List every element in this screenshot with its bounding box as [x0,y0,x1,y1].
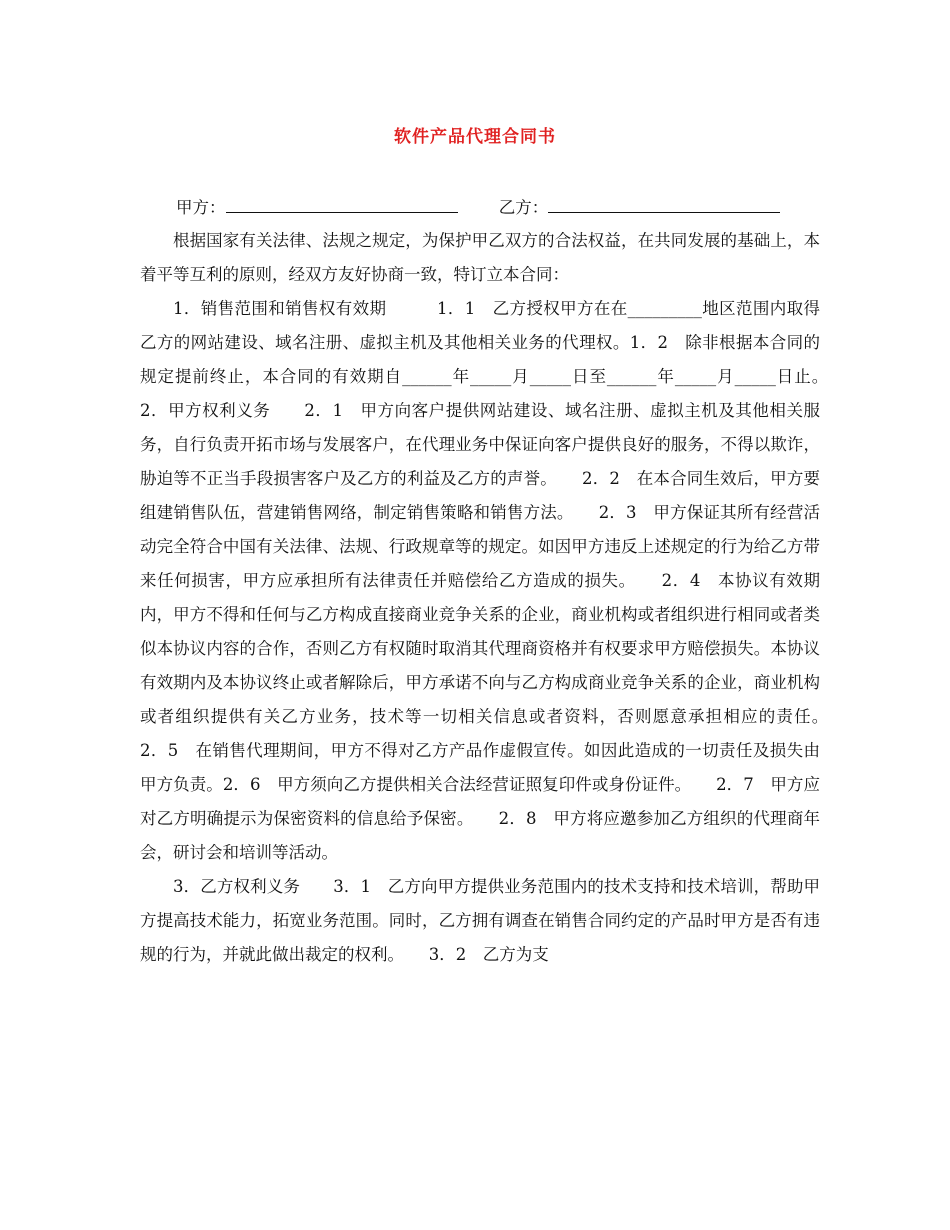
paragraph-intro: 根据国家有关法律、法规之规定，为保护甲乙双方的合法权益，在共同发展的基础上，本着平等互利的原则，经双方友好协商一致，特订立本合同： [140,231,820,284]
party-a [176,194,458,222]
paragraph-section-1-2: 1．销售范围和销售权有效期 1．1 乙方授权甲方在在_________地区范围内取得乙方的网站建设、域名注册、虚拟主机及其他相关业务的代理权。1．2 除非根据本合同的规定提前终止，本合同的有效期自______年_____月_____日至______年_____月_____日止。 2．甲方权利义务 2．1 甲方向客户提供网站建设、域名注册、虚拟主机及其他相关服务，自行负责开拓市场与发展客户，在代理业务中保证向客户提供良好的服务，不得以欺诈，胁迫等不正当手段损害客户及乙方的利益及乙方的声誉。 2．2 在本合同生效后，甲方要组建销售队伍，营建销售网络，制定销售策略和销售方法。 2．3 甲方保证其所有经营活动完全符合中国有关法律、法规、行政规章等的规定。如因甲方违反上述规定的行为给乙方带来任何损害，甲方应承担所有法律责任并赔偿给乙方造成的损失。 2．4 本协议有效期内，甲方不得和任何与乙方构成直接商业竞争关系的企业，商业机构或者组织进行相同或者类似本协议内容的合作，否则乙方有权随时取消其代理商资格并有权要求甲方赔偿损失。本协议有效期内及本协议终止或者解除后，甲方承诺不向与乙方构成商业竞争关系的企业，商业机构或者组织提供有关乙方业务，技术等一切相关信息或者资料，否则愿意承担相应的责任。 2．5 在销售代理期间，甲方不得对乙方产品作虚假宣传。如因此造成的一切责任及损失由甲方负责。2．6 甲方须向乙方提供相关合法经营证照复印件或身份证件。 2．7 甲方应对乙方明确提示为保密资料的信息给予保密。 2．8 甲方将应邀参加乙方组织的代理商年会，研讨会和培训等活动。 [140,299,853,862]
contract-body [140,224,853,972]
document-title: 软件产品代理合同书 [394,127,556,147]
party-a-blank [226,194,458,213]
party-b [499,194,781,222]
paragraph-section-3: 3．乙方权利义务 3．1 乙方向甲方提供业务范围内的技术支持和技术培训，帮助甲方提高技术能力，拓宽业务范围。同时，乙方拥有调查在销售合同约定的产品时甲方是否有违规的行为，并就此做出裁定的权利。 3．2 乙方为支 [140,877,820,964]
party-a-label: 甲方： [176,198,226,217]
party-b-blank [548,194,780,213]
party-line [176,194,836,222]
party-b-label: 乙方： [498,198,549,217]
